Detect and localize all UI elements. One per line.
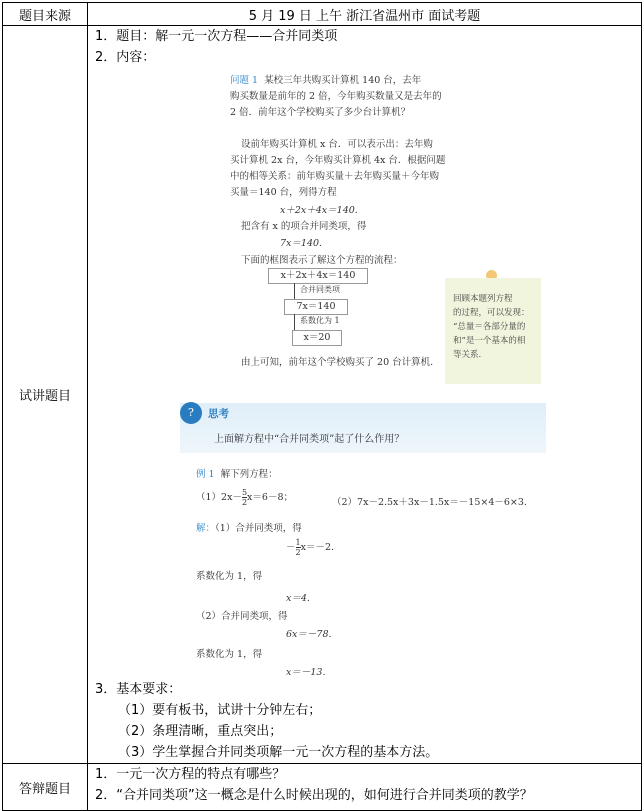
solution-2-equation: 6x＝－78. [286,629,332,640]
solution-2-result: x＝－13. [286,667,326,678]
source-label: 题目来源 [3,3,88,26]
example-q1-prefix: （1）2x－ [196,492,242,503]
example-q2: （2）7x－2.5x＋3x－1.5x＝－15×4－6×3. [332,497,527,508]
note-line: 和”是一个基本的相 [453,336,526,346]
example-q1 [196,488,293,507]
combine-text: 把含有 x 的项合并同类项，得 [241,221,367,232]
textbook-excerpt [88,68,641,678]
requirement-item: （3）学生掌握合并同类项解一元一次方程的基本方法。 [118,745,439,760]
trial-content [88,26,642,764]
think-box [180,403,546,453]
solution-1-equation-suffix: x＝－2. [300,542,335,553]
example-q1-suffix: x＝6－8； [247,492,293,503]
defense-label: 答辩题目 [3,764,88,811]
trial-row [3,26,642,764]
analysis-line: 中的相等关系：前年购买量＋去年购买量＋今年购 [230,171,440,182]
think-question: 上面解方程中“合并同类项”起了什么作用？ [214,434,405,445]
defense-question: 2．“合并同类项”这一概念是什么时候出现的，如何进行合并同类项的教学？ [95,788,533,803]
flow-box-3: x＝20 [292,330,342,346]
header-row [3,3,642,26]
exam-table [2,2,642,811]
flow-arrow [294,283,295,299]
fraction-denominator: 2 [295,548,301,557]
note-line: 等关系. [453,350,482,360]
fraction-denominator: 2 [241,498,248,507]
problem-line: 某校三年共购买计算机 140 台，去年 [264,75,422,86]
flow-step-1: 合并同类项 [300,285,340,294]
conclusion: 由上可知，前年这个学校购买了 20 台计算机. [241,357,434,368]
defense-question: 1．一元一次方程的特点有哪些？ [95,767,286,782]
analysis-line: 买量＝140 台，列得方程 [230,187,337,198]
solution-1-result: x＝4. [286,593,310,604]
topic: 1．题目：解一元一次方程——合并同类项 [95,29,338,44]
requirements-label: 3．基本要求： [95,682,182,697]
note-line: “总量＝各部分量的 [453,322,526,332]
fraction-numerator: 5 [241,488,248,497]
content-label: 2．内容： [95,50,156,65]
think-title: 思考 [208,408,229,420]
problem-line: 购买数量是前年的 2 倍，今年购买数量又是去年的 [230,91,442,102]
coefficient-step-1: 系数化为 1，得 [196,571,263,582]
defense-row [3,764,642,811]
analysis-line: 设前年购买计算机 x 台．可以表示出：去年购 [241,139,433,150]
solution-2: （2）合并同类项，得 [196,611,288,622]
solution-label: 解： [196,523,216,534]
fraction-numerator: 1 [295,538,301,547]
coefficient-step-2: 系数化为 1，得 [196,649,263,660]
problem-line: 2 倍．前年这个学校购买了多少台计算机？ [230,107,411,118]
solution-1-equation [286,538,334,557]
analysis-line: 买计算机 2x 台，今年购买计算机 4x 台．根据问题 [230,155,446,166]
equation-2: 7x＝140. [280,238,323,249]
flow-intro: 下面的框图表示了解这个方程的流程： [241,255,403,266]
example-text: 解下列方程： [220,469,278,480]
flow-step-2: 系数化为 1 [300,316,340,325]
solution-1: （1）合并同类项，得 [215,523,302,534]
flow-box-1: x＋2x＋4x＝140 [268,268,368,284]
note-line: 的过程，可以发现： [453,308,530,318]
hourglass-icon: ? [180,402,202,424]
defense-content [88,764,642,811]
example-title: 例 1 [196,469,215,480]
requirement-item: （1）要有板书，试讲十分钟左右； [118,703,322,718]
flow-box-2: 7x＝140 [284,299,348,315]
requirement-item: （2）条理清晰，重点突出； [118,724,283,739]
equation-1: x＋2x＋4x＝140. [280,205,358,216]
problem-title: 问题 1 [230,75,259,86]
source-value: 5 月 19 日 上午 浙江省温州市 面试考题 [88,3,642,26]
sign: － [286,542,296,553]
trial-label: 试讲题目 [3,26,88,764]
flow-arrow [294,314,295,330]
note-line: 回顾本题列方程 [453,294,513,304]
side-note [445,278,541,384]
